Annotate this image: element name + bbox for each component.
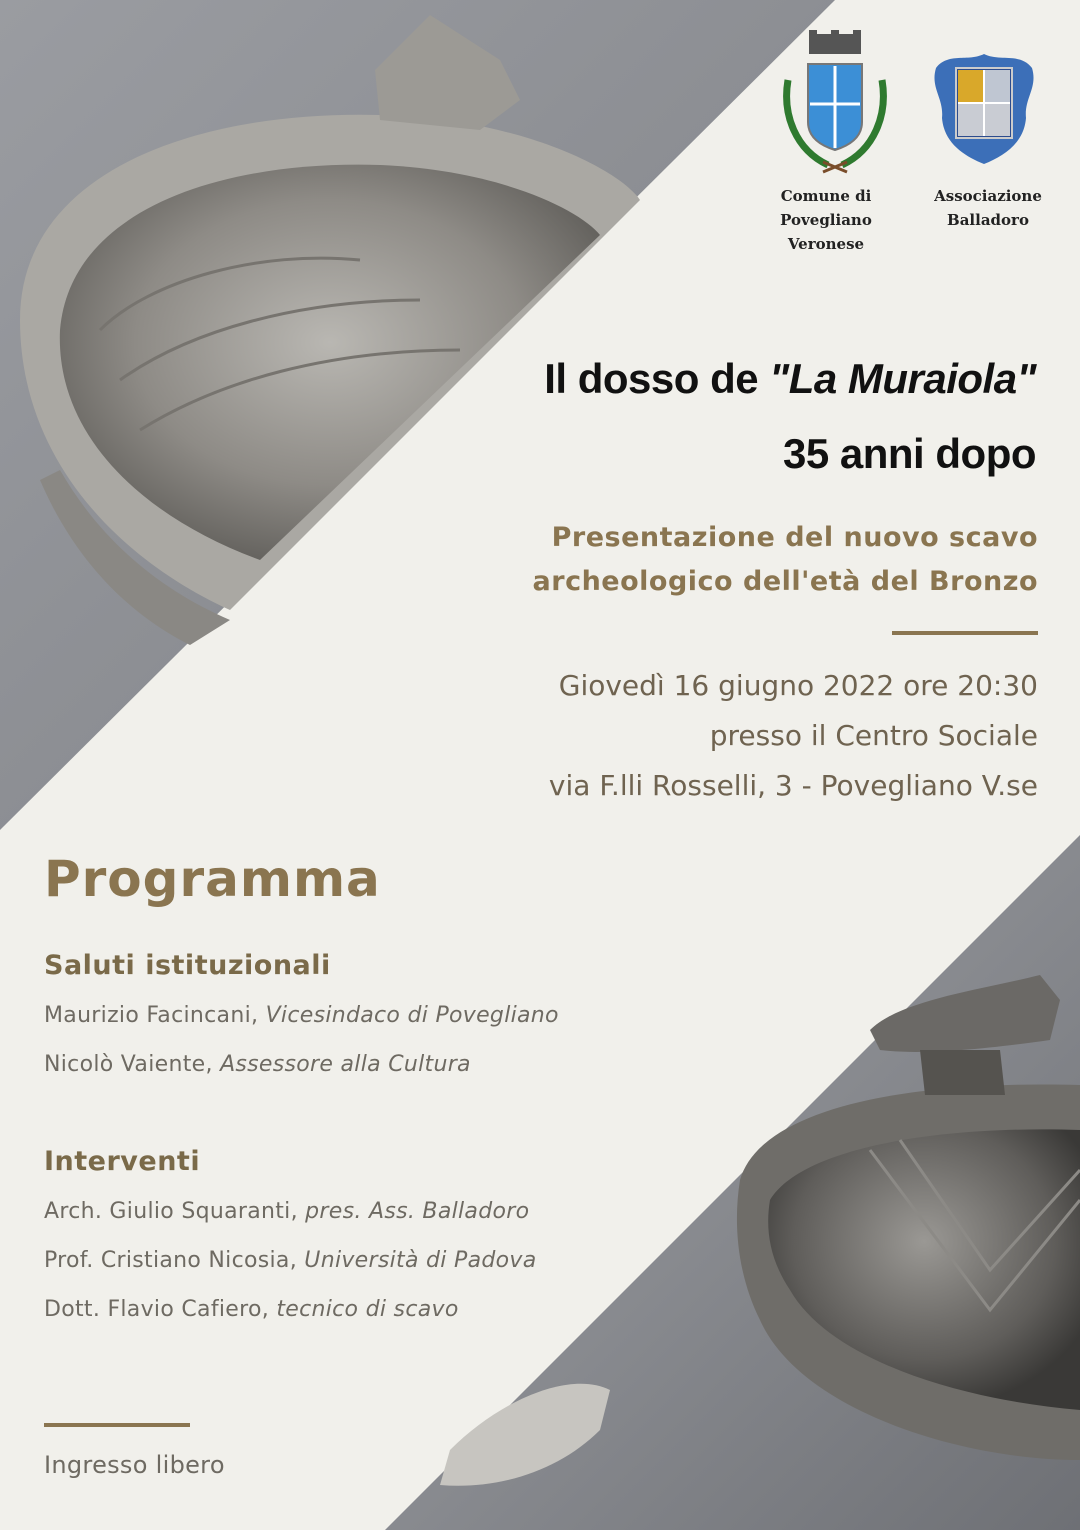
person-cafiero: Dott. Flavio Cafiero, tecnico di scavo xyxy=(44,1297,459,1322)
event-title-line2: 35 anni dopo xyxy=(782,430,1036,477)
person-nicosia: Prof. Cristiano Nicosia, Università di Padova xyxy=(44,1248,537,1273)
person-squaranti: Arch. Giulio Squaranti, pres. Ass. Balladoro xyxy=(44,1199,530,1224)
comune-crest-logo xyxy=(778,30,892,180)
associazione-caption: Associazione Balladoro xyxy=(934,187,1042,229)
event-details xyxy=(549,661,1038,811)
free-entry-note: Ingresso libero xyxy=(44,1451,225,1479)
person-vaiente: Nicolò Vaiente, Assessore alla Cultura xyxy=(44,1052,471,1077)
saluti-heading: Saluti istituzionali xyxy=(44,950,331,981)
comune-caption: Comune di Povegliano Veronese xyxy=(780,187,872,253)
event-subtitle: Presentazione del nuovo scavo archeologico dell'età del Bronzo xyxy=(532,522,1038,597)
associazione-crest-logo xyxy=(928,48,1040,168)
divider-bottom xyxy=(44,1423,190,1427)
program-heading: Programma xyxy=(44,850,381,908)
event-address: via F.lli Rosselli, 3 - Povegliano V.se xyxy=(548,769,1038,802)
event-date: Giovedì 16 giugno 2022 ore 20:30 xyxy=(558,669,1038,702)
divider-top xyxy=(892,631,1038,635)
event-title: Il dosso de "La Muraiola" xyxy=(544,355,1036,402)
interventi-heading: Interventi xyxy=(44,1146,201,1177)
person-facincani: Maurizio Facincani, Vicesindaco di Povegliano xyxy=(44,1003,559,1028)
event-venue: presso il Centro Sociale xyxy=(709,719,1038,752)
